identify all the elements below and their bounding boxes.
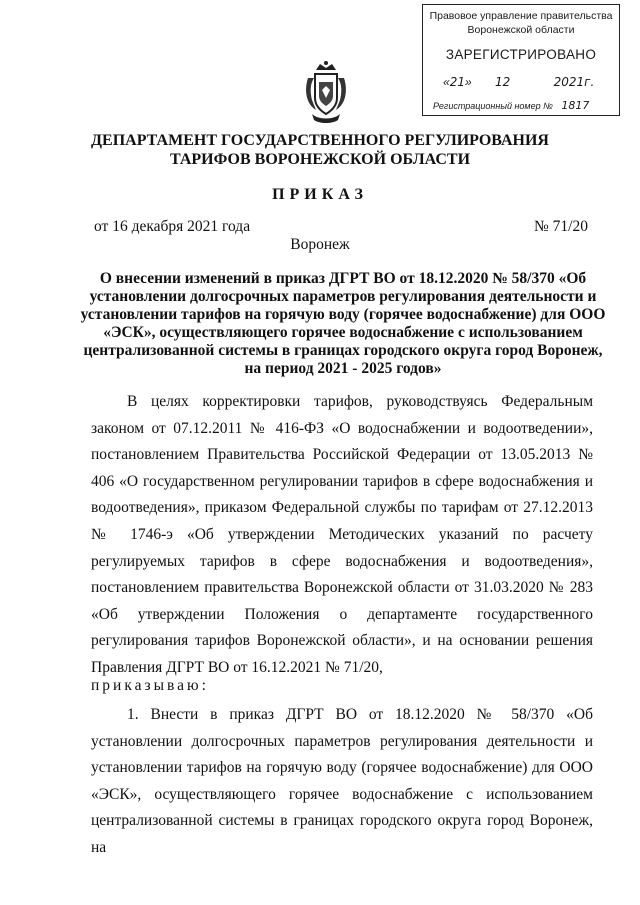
department-line2: ТАРИФОВ ВОРОНЕЖСКОЙ ОБЛАСТИ	[169, 151, 471, 168]
orders-word: приказываю:	[91, 677, 209, 694]
stamp-org-line2: Воронежской области	[467, 24, 575, 36]
stamp-reg-number-label: Регистрационный номер №	[433, 101, 553, 111]
stamp-org-line1: Правовое управление правительства	[429, 10, 613, 22]
stamp-date-month: 12	[494, 75, 511, 89]
stamp-date-day: 21	[449, 75, 465, 89]
stamp-registered: ЗАРЕГИСТРИРОВАНО	[445, 47, 597, 62]
preamble-paragraph: В целях корректировки тарифов, руководствуясь Федеральным законом от 07.12.2011 № 416-ФЗ «О водоснабжении и водоотведении», постановлением Правительства Российской Федерации от 13.05.2013 № 406 «О государственном регулировании тарифов в сфере водоснабжения и водоотведения», приказом Федеральной службы по тарифам от 27.12.2013 № 1746-э «Об утверждении Методических указаний по расчету регулируемых тарифов в сфере водоснабжения и водоотведения», постановлением правительства Воронежской области от 31.03.2020 № 283 «Об утверждении Положения о департаменте государственного регулирования тарифов Воронежской области», и на основании решения Правления ДГРТ ВО от 16.12.2021 № 71/20,	[91, 393, 593, 676]
order-subject: О внесении изменений в приказ ДГРТ ВО от 18.12.2020 № 58/370 «Об установлении долгосрочных параметров регулирования деятельности и установлении тарифов на горячую воду (горячее водоснабжение) для ООО «ЭСК», осуществляющего горячее водоснабжение с использованием централизованной системы в границах городского округа город Воронеж, на период 2021 - 2025 годов»	[80, 270, 606, 377]
stamp-organization	[423, 9, 619, 37]
department-name	[0, 131, 640, 169]
item-1-paragraph: 1. Внести в приказ ДГРТ ВО от 18.12.2020 № 58/370 «Об установлении долгосрочных параметров регулирования деятельности и установлении тарифов на горячую воду (горячее водоснабжение) для ООО «ЭСК», осуществляющего горячее водоснабжение с использованием централизованной системы в границах городского округа город Воронеж, на	[91, 706, 593, 856]
order-date: от 16 декабря 2021 года	[94, 218, 251, 235]
stamp-date: «21» 12 2021г.	[443, 75, 595, 89]
registration-stamp	[422, 4, 620, 116]
order-number: № 71/20	[534, 218, 588, 235]
document-type: ПРИКАЗ	[272, 186, 368, 203]
coat-of-arms-icon	[302, 60, 350, 126]
stamp-date-year: 2021г.	[553, 75, 595, 89]
department-line1: ДЕПАРТАМЕНТ ГОСУДАРСТВЕННОГО РЕГУЛИРОВАНИЯ	[91, 132, 549, 149]
stamp-reg-number-value: 1817	[561, 99, 590, 112]
stamp-reg-number	[433, 99, 589, 112]
order-city: Воронеж	[290, 236, 350, 253]
